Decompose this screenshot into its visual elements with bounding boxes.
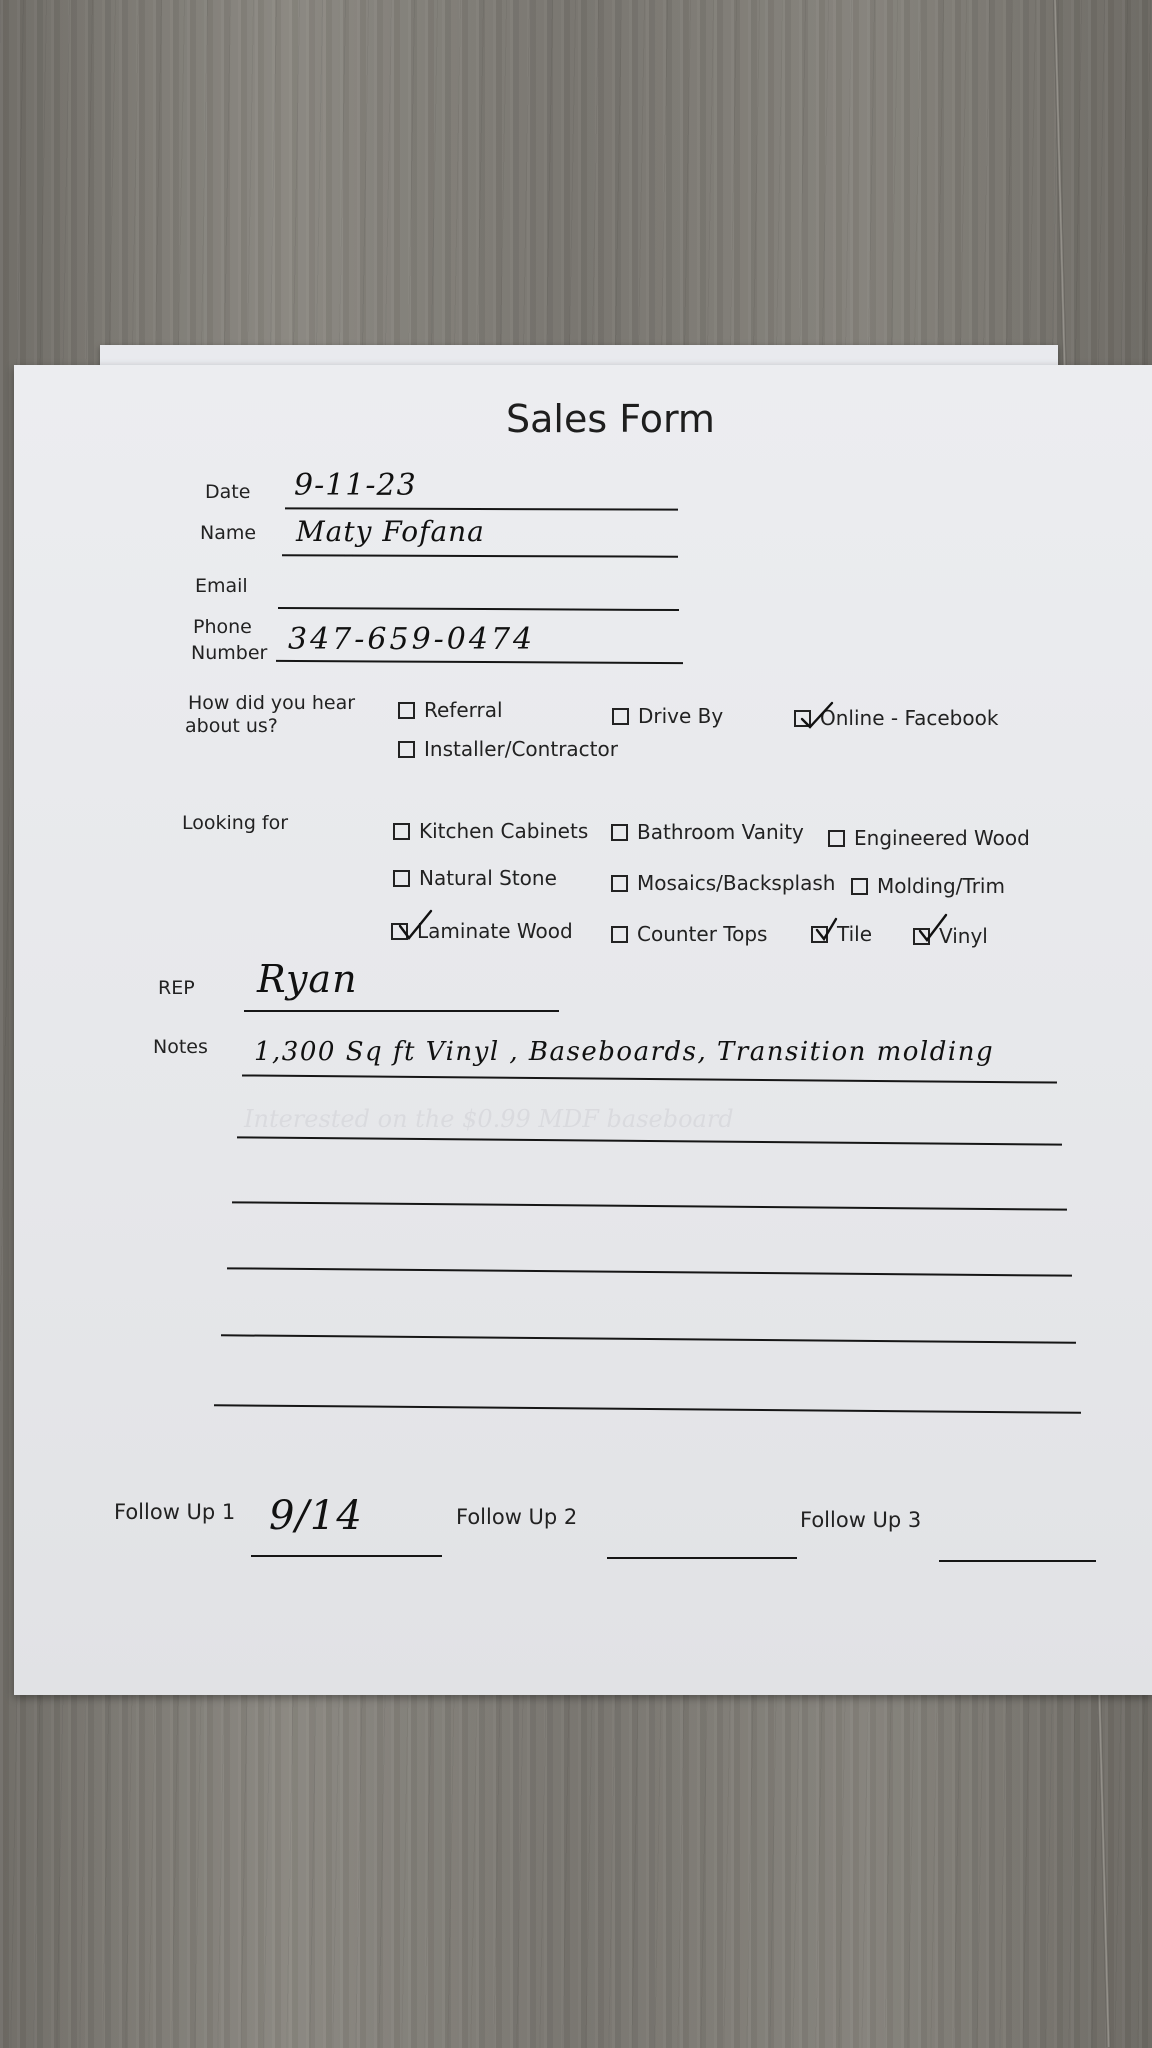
bathroom-vanity-checkbox[interactable] xyxy=(611,824,628,841)
referral-label: Referral xyxy=(424,698,503,722)
vinyl-checkmark-icon xyxy=(916,912,956,948)
counter-tops-checkbox[interactable] xyxy=(611,926,628,943)
online-facebook-label: Online - Facebook xyxy=(820,706,999,730)
tile-checkmark-icon xyxy=(812,913,852,949)
notes-line-5[interactable] xyxy=(221,1334,1076,1343)
installer-contractor-label: Installer/Contractor xyxy=(424,737,618,761)
notes-line-4[interactable] xyxy=(227,1267,1072,1276)
notes-label: Notes xyxy=(153,1036,208,1058)
email-line[interactable] xyxy=(278,607,679,611)
molding-trim-checkbox[interactable] xyxy=(851,878,868,895)
email-label: Email xyxy=(195,575,248,597)
option-engineered-wood[interactable] xyxy=(828,826,1030,850)
follow-up-3-label: Follow Up 3 xyxy=(800,1508,922,1532)
bleed-through-text: Interested on the $0.99 MDF baseboard xyxy=(244,1105,734,1133)
mosaics-backsplash-label: Mosaics/Backsplash xyxy=(637,871,836,895)
molding-trim-label: Molding/Trim xyxy=(877,874,1005,898)
option-referral[interactable] xyxy=(398,698,503,722)
drive-by-label: Drive By xyxy=(638,704,724,728)
laminate-wood-checkmark-icon xyxy=(395,908,435,944)
option-counter-tops[interactable] xyxy=(611,922,767,946)
laminate-wood-label: Laminate Wood xyxy=(417,919,573,943)
date-label: Date xyxy=(205,481,251,503)
rep-label: REP xyxy=(158,977,195,999)
bathroom-vanity-label: Bathroom Vanity xyxy=(637,820,804,844)
phone-line[interactable] xyxy=(276,660,683,664)
notes-line-6[interactable] xyxy=(214,1404,1081,1414)
option-mosaics-backsplash[interactable] xyxy=(611,871,835,895)
online-facebook-checkmark-icon xyxy=(798,699,838,735)
option-natural-stone[interactable] xyxy=(393,866,557,890)
option-drive-by[interactable] xyxy=(612,704,723,728)
date-value: 9-11-23 xyxy=(294,468,417,503)
mosaics-backsplash-checkbox[interactable] xyxy=(611,875,628,892)
sales-form-sheet xyxy=(14,365,1152,1695)
kitchen-cabinets-checkbox[interactable] xyxy=(393,823,410,840)
drive-by-checkbox[interactable] xyxy=(612,708,629,725)
natural-stone-checkbox[interactable] xyxy=(393,870,410,887)
name-value: Maty Fofana xyxy=(296,515,485,548)
phone-value: 347-659-0474 xyxy=(288,622,536,657)
notes-line-2[interactable] xyxy=(237,1136,1062,1145)
heard-label-line2: about us? xyxy=(185,715,278,737)
follow-up-2-line[interactable] xyxy=(607,1557,797,1559)
follow-up-3-line[interactable] xyxy=(939,1560,1096,1562)
name-line[interactable] xyxy=(282,554,678,557)
tile-label: Tile xyxy=(837,922,873,946)
notes-value-line1: 1,300 Sq ft Vinyl , Baseboards, Transition molding xyxy=(254,1037,995,1067)
option-bathroom-vanity[interactable] xyxy=(611,820,804,844)
referral-checkbox[interactable] xyxy=(398,702,415,719)
date-line[interactable] xyxy=(285,507,678,510)
vinyl-label: Vinyl xyxy=(939,924,988,948)
notes-line-1[interactable] xyxy=(242,1074,1057,1083)
follow-up-1-line[interactable] xyxy=(251,1555,442,1557)
natural-stone-label: Natural Stone xyxy=(419,866,557,890)
engineered-wood-label: Engineered Wood xyxy=(854,826,1030,850)
follow-up-1-value: 9/14 xyxy=(269,1493,363,1539)
option-installer-contractor[interactable] xyxy=(398,737,618,761)
follow-up-1-label: Follow Up 1 xyxy=(114,1500,236,1524)
counter-tops-label: Counter Tops xyxy=(637,922,768,946)
rep-line[interactable] xyxy=(244,1010,559,1012)
phone-label-line2: Number xyxy=(191,642,268,664)
engineered-wood-checkbox[interactable] xyxy=(828,830,845,847)
kitchen-cabinets-label: Kitchen Cabinets xyxy=(419,819,589,843)
installer-contractor-checkbox[interactable] xyxy=(398,741,415,758)
rep-value: Ryan xyxy=(257,957,358,1001)
heard-label-line1: How did you hear xyxy=(188,692,356,714)
notes-line-3[interactable] xyxy=(232,1201,1067,1210)
name-label: Name xyxy=(200,522,257,544)
follow-up-2-label: Follow Up 2 xyxy=(456,1505,578,1529)
option-molding-trim[interactable] xyxy=(851,874,1005,898)
option-kitchen-cabinets[interactable] xyxy=(393,819,588,843)
looking-for-label: Looking for xyxy=(182,812,289,834)
form-title: Sales Form xyxy=(506,397,715,441)
phone-label-line1: Phone xyxy=(193,616,252,638)
